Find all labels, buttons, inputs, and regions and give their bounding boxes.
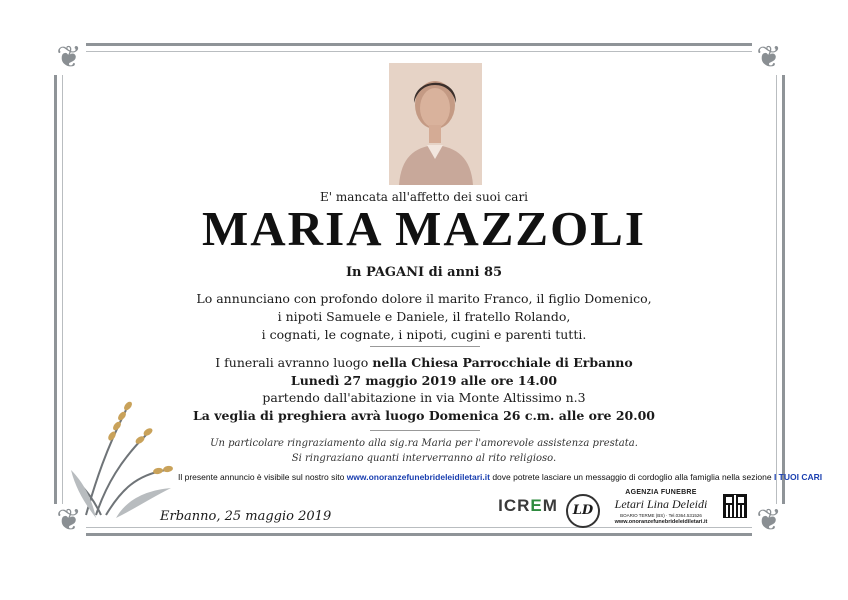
portrait-photo (389, 63, 482, 185)
announcement-line: i nipoti Samuele e Daniele, il fratello Rolando, (277, 309, 571, 324)
origin-age: In PAGANI di anni 85 (345, 265, 503, 280)
divider (370, 346, 480, 347)
announcement-line: Lo annunciano con profondo dolore il marito Franco, il figlio Domenico, (196, 291, 652, 306)
announcement (0, 290, 848, 344)
notice-middle: dove potrete lasciare un messaggio di cordoglio alla famiglia nella sezione (489, 472, 774, 482)
funeral-datetime: Lunedì 27 maggio 2019 alle ore 14.00 (290, 372, 558, 388)
intro-text: E' mancata all'affetto dei suoi cari (319, 190, 529, 204)
agency-monogram: LD (566, 494, 600, 528)
divider (370, 430, 480, 431)
website-link[interactable]: www.onoranzefunebrideleidiletari.it (346, 472, 490, 482)
deceased-name: MARIA MAZZOLI (202, 201, 646, 256)
qr-code-icon[interactable] (724, 495, 746, 517)
thanks-line: Un particolare ringraziamento alla sig.ra Maria per l'amorevole assistenza prestata. (210, 438, 638, 449)
corner-ornament-icon: ❦ (52, 504, 86, 538)
icrem-logo (493, 496, 563, 526)
wheat-decoration-icon (66, 390, 176, 520)
funeral-departure: partendo dall'abitazione in via Monte Altissimo n.3 (262, 390, 586, 405)
vigil-info: La veglia di preghiera avrà luogo Domenica 26 c.m. alle ore 20.00 (193, 407, 655, 423)
funeral-church: nella Chiesa Parrocchiale di Erbanno (372, 355, 633, 370)
logo-part: M (542, 496, 558, 515)
logo-part: E (530, 496, 543, 515)
agency-address: BOARIO TERME (BS) · Tel.0364.531526 (620, 513, 702, 518)
logo-part: ICR (498, 496, 531, 515)
website-notice (178, 472, 822, 482)
announcement-line: i cognati, le cognate, i nipoti, cugini e parenti tutti. (261, 327, 587, 342)
agency-block (603, 489, 719, 525)
corner-ornament-icon: ❦ (52, 41, 86, 75)
section-link[interactable]: I TUOI CARI (773, 472, 823, 482)
dateline: Erbanno, 25 maggio 2019 (160, 509, 332, 524)
corner-ornament-icon: ❦ (752, 504, 786, 538)
funeral-location (0, 354, 848, 372)
agency-name: Letari Lina Deleidi (614, 497, 708, 511)
agency-website[interactable]: www.onoranzefunebrideleidiletari.it (614, 519, 708, 525)
corner-ornament-icon: ❦ (752, 41, 786, 75)
agency-title: AGENZIA FUNEBRE (625, 489, 697, 496)
funeral-location-prefix: I funerali avranno luogo (215, 355, 373, 370)
thanks-line: Si ringraziano quanti interverranno al rito religioso. (291, 453, 557, 464)
notice-prefix: Il presente annuncio è visibile sul nostro sito (178, 472, 347, 482)
